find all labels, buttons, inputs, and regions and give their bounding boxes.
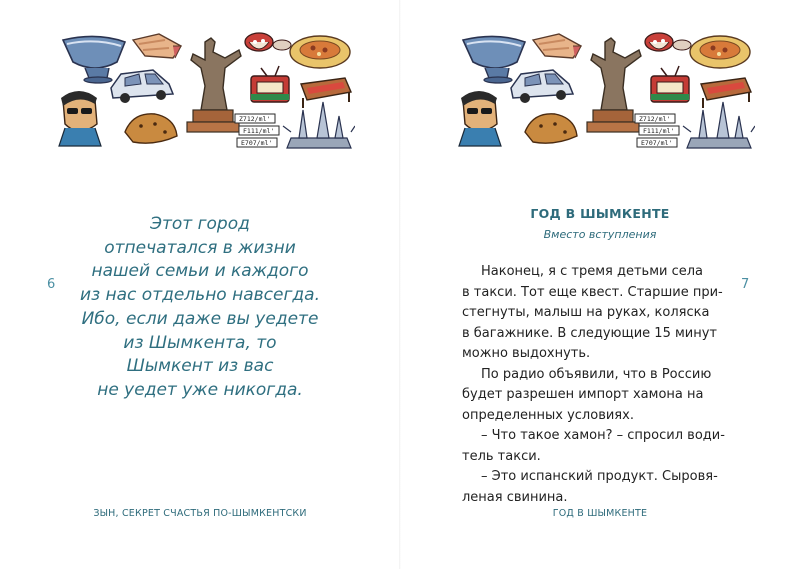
epigraph-line: из Шымкента, то: [123, 332, 277, 353]
body-line: можно выдохнуть.: [462, 346, 591, 361]
running-footer: ГОД В ШЫМКЕНТЕ: [552, 508, 648, 519]
teapot-icon: [645, 33, 691, 51]
bowl-icon: [463, 36, 525, 83]
epigraph-line: Ибо, если даже вы уедете: [81, 308, 319, 329]
city-monument-icon: [283, 102, 355, 148]
license-plates-icon: [235, 114, 279, 147]
plate-3-text: E707/ml': [641, 139, 673, 147]
statue-icon: [587, 38, 641, 132]
epigraph-line: отпечатался в жизни: [104, 237, 296, 258]
pastry-icon: [133, 34, 181, 58]
chapter-body: [462, 262, 732, 508]
body-line: определенных условиях.: [462, 407, 634, 423]
plate-3-text: E707/ml': [241, 139, 273, 147]
running-footer: ЗЫН, СЕКРЕТ СЧАСТЬЯ ПО-ШЫМКЕНТСКИ: [93, 508, 307, 519]
illustration-collage: [455, 28, 755, 158]
teapot-icon: [245, 33, 291, 51]
epigraph-line: Этот город: [150, 214, 250, 234]
page-number: 6: [47, 277, 56, 292]
license-plates-icon: [635, 114, 679, 147]
chapter-subtitle: Вместо вступления: [543, 228, 657, 241]
bowl-icon: [63, 36, 125, 83]
right-page: [400, 0, 800, 569]
body-line: стегнуты, малыш на руках, коляска: [462, 305, 710, 320]
plov-dish-icon: [690, 36, 750, 68]
chapter-title: ГОД В ШЫМКЕНТЕ: [530, 206, 670, 221]
man-with-glasses-icon: [59, 91, 101, 146]
city-monument-icon: [683, 102, 755, 148]
body-line: тель такси.: [462, 448, 541, 464]
page-number: 7: [741, 277, 750, 292]
epigraph: [60, 213, 340, 403]
statue-icon: [187, 38, 241, 132]
illustration-collage: [55, 28, 355, 158]
epigraph-line: Шымкент из вас: [126, 356, 274, 377]
body-line: будет разрешен импорт хамона на: [462, 387, 704, 402]
epigraph-line: из нас отдельно навсегда.: [80, 285, 320, 306]
body-line: в такси. Тот еще квест. Старшие при-: [462, 284, 723, 300]
bed-icon: [301, 78, 351, 108]
body-line: Наконец, я с тремя детьми села: [481, 264, 704, 279]
epigraph-line: не уедет уже никогда.: [97, 379, 303, 400]
body-line: – Это испанский продукт. Сыровя-: [481, 469, 718, 484]
plov-dish-icon: [290, 36, 350, 68]
epigraph-line: нашей семьи и каждого: [91, 261, 309, 282]
cassette-player-icon: [251, 66, 289, 102]
body-line: леная свинина.: [462, 489, 568, 505]
body-line: По радио объявили, что в Россию: [481, 366, 712, 382]
cassette-player-icon: [651, 66, 689, 102]
car-icon: [111, 70, 173, 103]
samsa-icon: [125, 114, 177, 143]
samsa-icon: [525, 114, 577, 143]
body-line: – Что такое хамон? – спросил води-: [481, 428, 725, 443]
plate-1-text: Z712/ml': [239, 115, 271, 123]
car-icon: [511, 70, 573, 103]
plate-2-text: F111/ml': [643, 127, 675, 135]
bed-icon: [701, 78, 751, 108]
pastry-icon: [533, 34, 581, 58]
man-with-glasses-icon: [459, 91, 501, 146]
body-line: в багажнике. В следующие 15 минут: [462, 325, 717, 341]
plate-2-text: F111/ml': [243, 127, 275, 135]
plate-1-text: Z712/ml': [639, 115, 671, 123]
